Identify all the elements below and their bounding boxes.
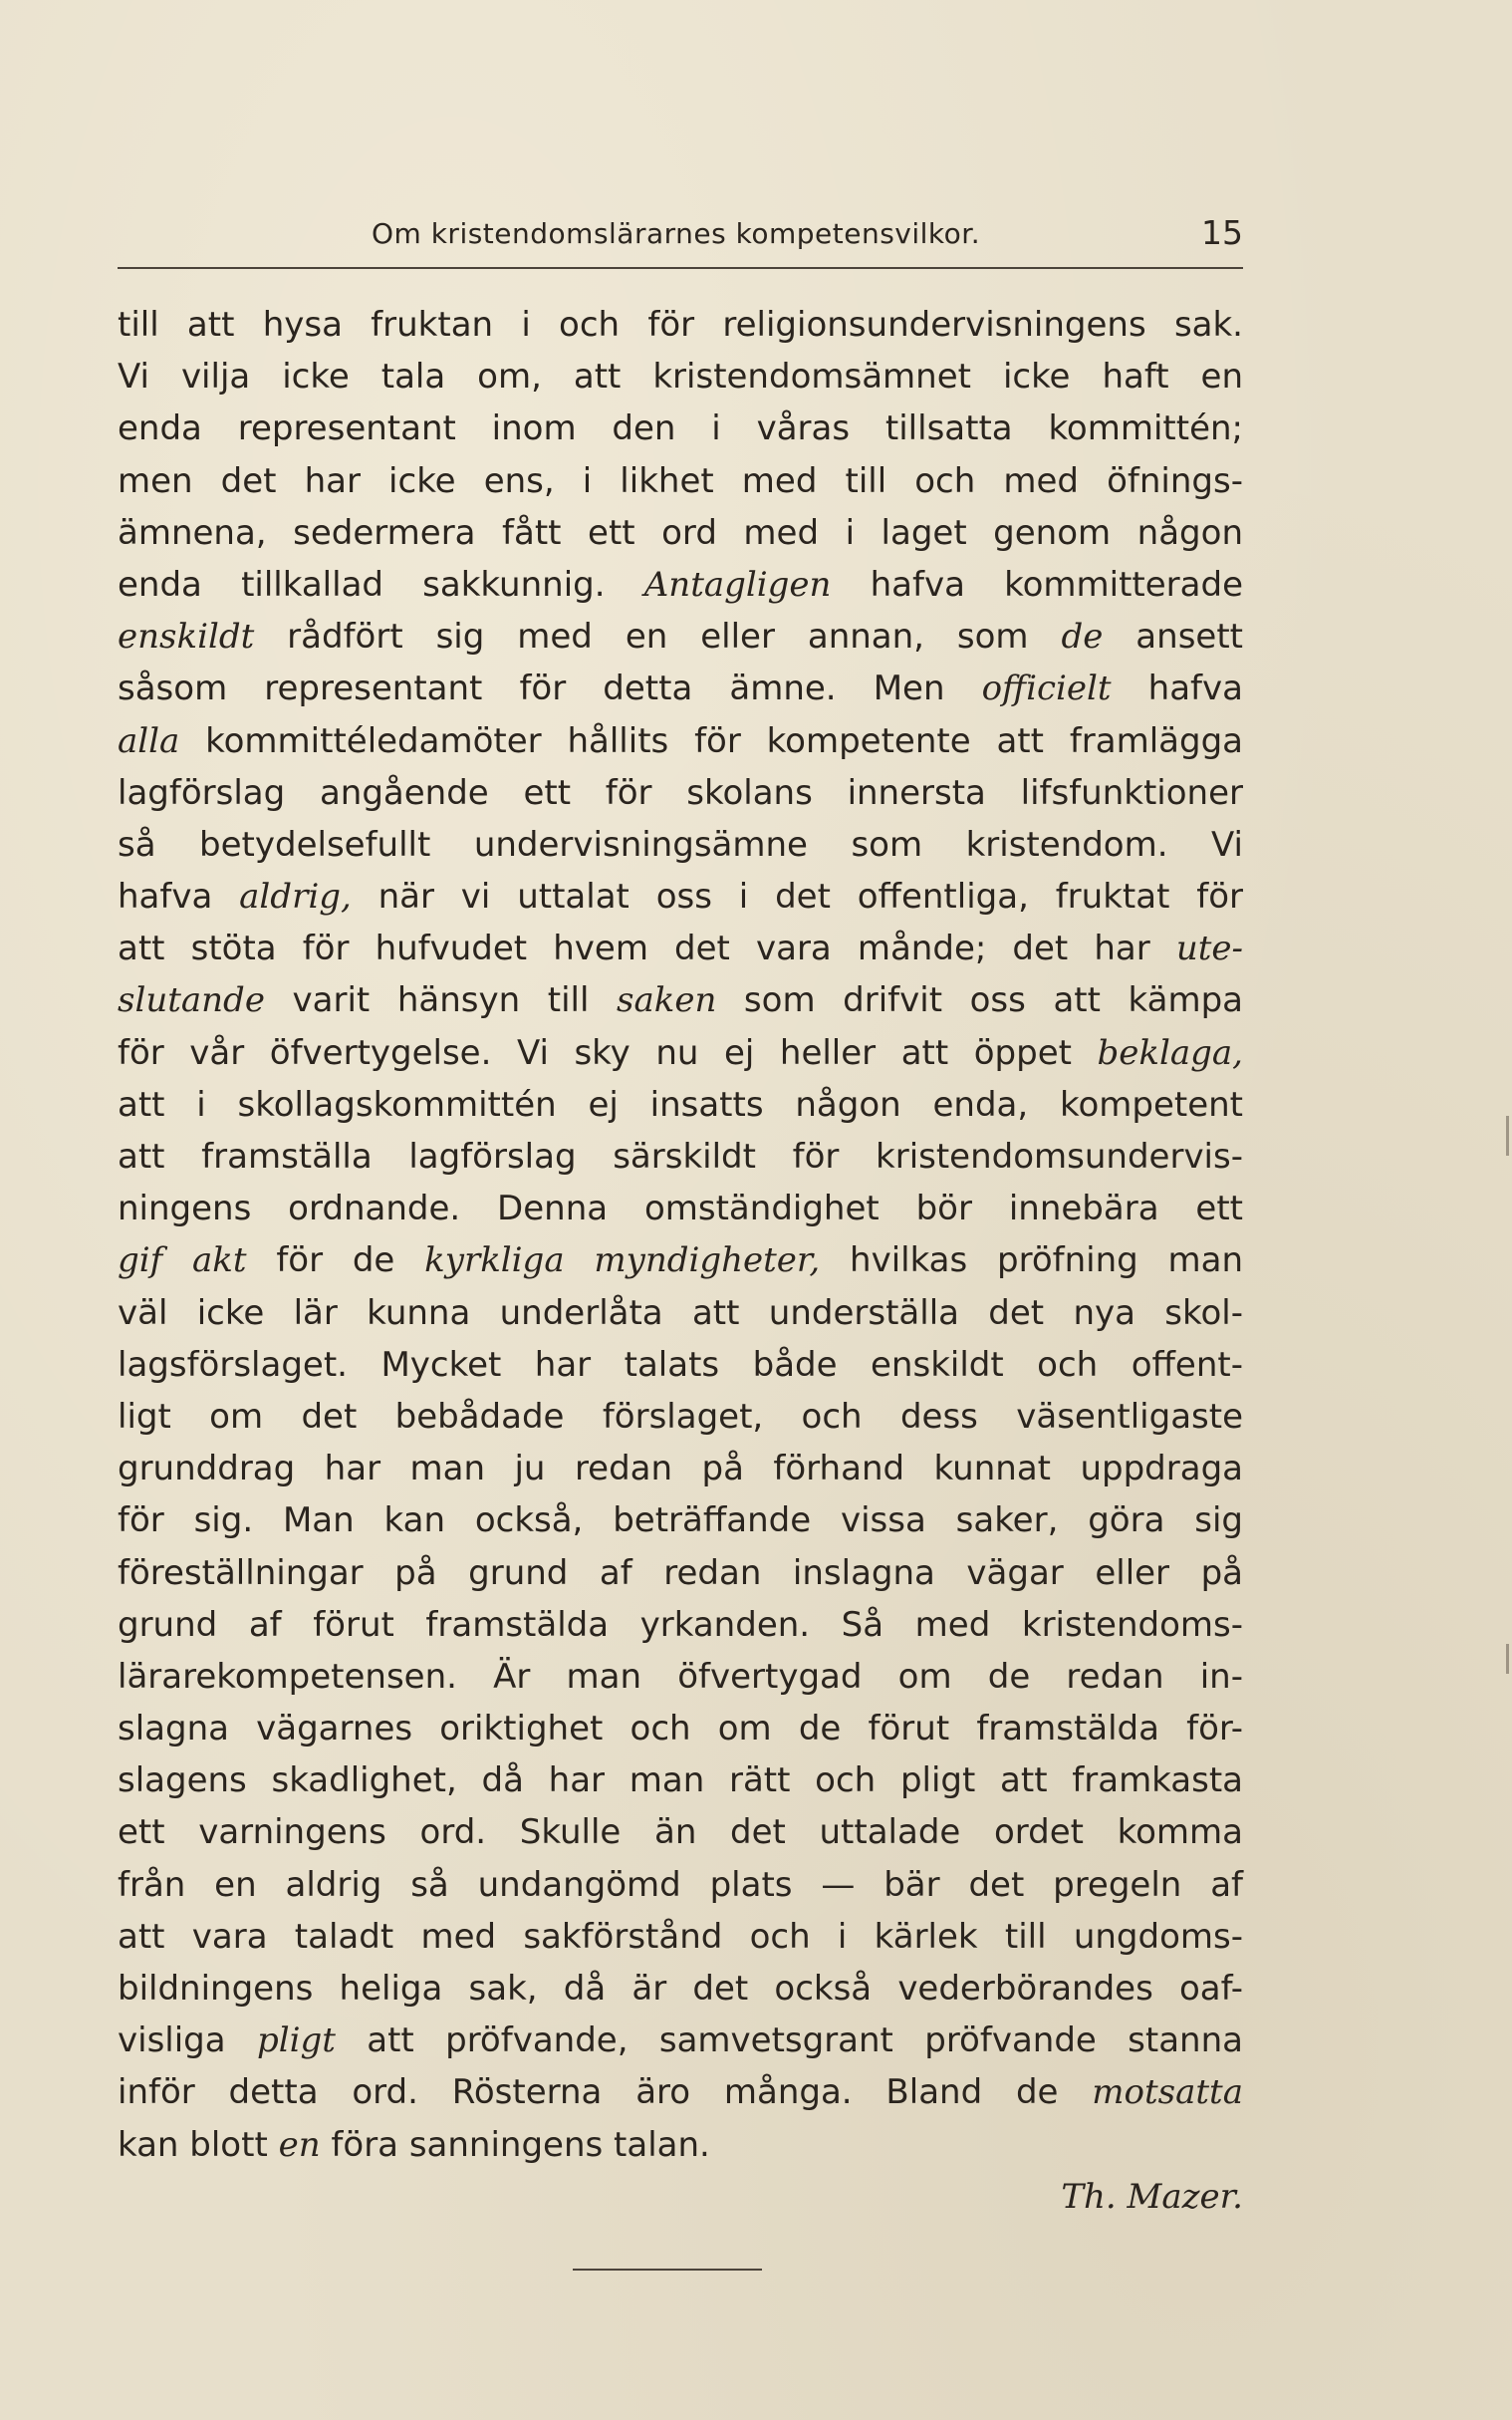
italic-text: beklaga, [1097,1032,1243,1073]
text-run: slagna vägarnes oriktighet och om de förut framstälda för- [118,1709,1243,1749]
italic-text: enskildt [118,617,255,658]
text-line [118,1079,1243,1131]
text-line [118,767,1243,819]
italic-text: saken [617,980,717,1021]
text-line [118,1859,1243,1911]
text-line [118,1391,1243,1443]
text-run: varit hänsyn till [264,980,617,1021]
text-run: hafva [1111,669,1243,709]
text-line [118,1131,1243,1183]
page-edge-mark [1506,1116,1509,1156]
text-run: inför detta ord. Rösterna äro många. Bland de [118,2072,1093,2113]
text-run: Vi vilja icke tala om, att kristendomsämnet icke haft en [118,357,1243,398]
text-run: att i skollagskommittén ej insatts någon enda, kompetent [118,1084,1243,1125]
text-run: ligt om det bebådade förslaget, och dess väsentligaste [118,1396,1243,1437]
text-line [118,2066,1243,2118]
page-number: 15 [1201,213,1243,252]
text-run: väl icke lär kunna underlåta att underställa det nya skol- [118,1292,1243,1333]
text-run: till att hysa fruktan i och för religionsundervisningens sak. [118,305,1243,345]
text-run: föra sanningens talan. [320,2124,710,2165]
text-run: när vi uttalat oss i det offentliga, fruktat för [351,877,1243,918]
text-line [118,923,1243,974]
italic-text: motsatta [1092,2072,1243,2113]
text-run: för vår öfvertygelse. Vi sky nu ej heller att öppet [118,1032,1098,1073]
text-run: att pröfvande, samvetsgrant pröfvande stanna [335,2020,1243,2061]
text-line [118,2015,1243,2066]
end-rule [573,2269,762,2271]
italic-text: en [278,2124,321,2165]
text-line [118,1027,1243,1079]
text-run: hafva kommitterade [831,564,1243,605]
italic-text: officielt [981,669,1112,709]
text-line [118,2119,1243,2171]
text-line [118,507,1243,559]
text-run: kan blott [118,2124,279,2165]
text-run: så betydelsefullt undervisningsämne som kristendom. Vi [118,824,1243,865]
text-run: ämnena, sedermera fått ett ord med i laget genom någon [118,512,1243,553]
text-run: lärarekompetensen. Är man öfvertygad om de redan in- [118,1656,1243,1697]
text-line [118,1754,1243,1806]
italic-text: slutande [118,980,265,1021]
text-line [118,1911,1243,1963]
text-run: enda tillkallad sakkunnig. [118,564,644,605]
text-line [118,819,1243,871]
page-edge-mark [1506,1644,1509,1674]
text-line [118,1339,1243,1391]
text-run: för sig. Man kan också, beträffande vissa saker, göra sig [118,1500,1243,1541]
text-run: grund af förut framstälda yrkanden. Så med kristendoms- [118,1604,1243,1645]
italic-text: pligt [256,2020,336,2061]
italic-text: alla [118,720,180,761]
text-run: lagförslag angående ett för skolans innersta lifsfunktioner [118,772,1243,813]
text-line [118,1234,1243,1286]
text-run: slagens skadlighet, då har man rätt och pligt att framkasta [118,1760,1243,1801]
page-header [118,199,1243,271]
text-run: men det har icke ens, i likhet med till och med öfnings- [118,460,1243,501]
text-line [118,1806,1243,1858]
text-line [118,1547,1243,1599]
text-run: ett varningens ord. Skulle än det uttalade ordet komma [118,1812,1243,1853]
text-run: kommittéledamöter hållits för kompetente att framlägga [179,720,1243,761]
italic-text: de [1061,617,1104,658]
text-line [118,1494,1243,1546]
text-line [118,611,1243,663]
text-run: grunddrag har man ju redan på förhand kunnat uppdraga [118,1449,1243,1489]
text-run: för de [246,1240,425,1281]
text-run: enda representant inom den i våras tillsatta kommittén; [118,408,1243,449]
signature: Th. Mazer. [1061,2177,1243,2218]
text-line [118,1651,1243,1703]
text-line [118,1963,1243,2015]
text-run: ansett [1103,617,1243,658]
text-line [118,663,1243,714]
text-run: visliga [118,2020,257,2061]
text-line [118,403,1243,454]
italic-text: kyrkliga myndigheter, [424,1240,821,1281]
text-run: ningens ordnande. Denna omständighet bör innebära ett [118,1189,1243,1229]
text-run: att framställa lagförslag särskildt för kristendomsundervis- [118,1137,1243,1177]
text-line [118,299,1243,351]
header-rule [118,267,1243,269]
italic-text: gif akt [118,1240,247,1281]
text-run: som drifvit oss att kämpa [716,980,1243,1021]
text-line [118,1703,1243,1754]
text-run: rådfört sig med en eller annan, som [254,617,1062,658]
text-line [118,1287,1243,1339]
text-line [118,1599,1243,1651]
italic-text: ute- [1175,929,1243,969]
text-run: att vara taladt med sakförstånd och i kärlek till ungdoms- [118,1916,1243,1957]
text-line [118,1183,1243,1234]
text-run: hafva [118,877,240,918]
text-run: att stöta för hufvudet hvem det vara månde; det har [118,929,1176,969]
text-line [118,455,1243,507]
running-title: Om kristendomslärarnes kompetensvilkor. [372,217,981,250]
italic-text: Antagligen [643,564,832,605]
text-line [118,351,1243,403]
text-run: från en aldrig så undangömd plats — bär det pregeln af [118,1864,1243,1905]
text-run: föreställningar på grund af redan inslagna vägar eller på [118,1552,1243,1593]
text-line [118,974,1243,1026]
text-line [118,871,1243,923]
body-text [118,299,1243,2171]
text-run: lagsförslaget. Mycket har talats både enskildt och offent- [118,1344,1243,1385]
text-line [118,559,1243,611]
text-run: bildningens heliga sak, då är det också vederbörandes oaf- [118,1969,1243,2009]
text-run: hvilkas pröfning man [820,1240,1243,1281]
text-run: såsom representant för detta ämne. Men [118,669,982,709]
text-line [118,1443,1243,1494]
italic-text: aldrig, [239,877,352,918]
text-line [118,715,1243,767]
